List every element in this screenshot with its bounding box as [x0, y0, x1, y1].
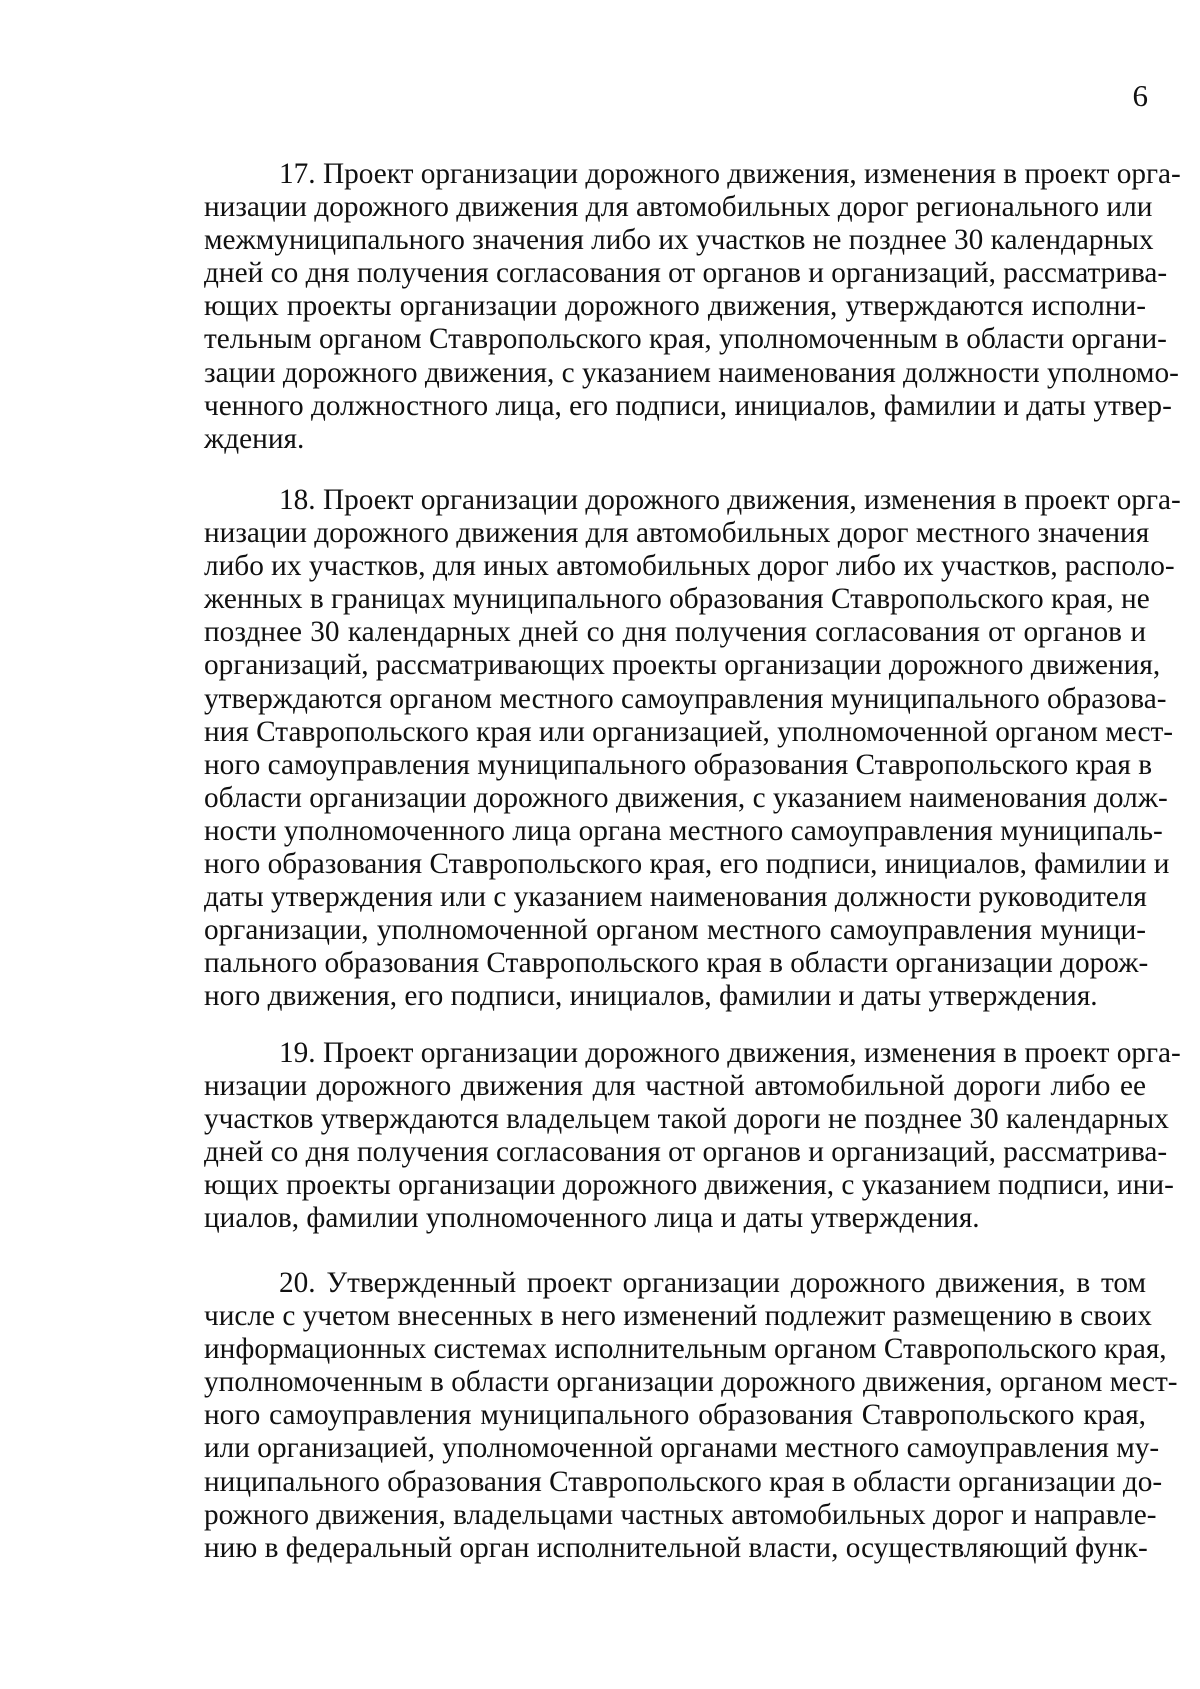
- paragraph-20: [204, 1267, 1178, 1565]
- text-line: 17. Проект организации дорожного движения, изменения в проект орга-: [279, 158, 1181, 190]
- paragraph-18: [204, 484, 1181, 1014]
- text-line: ности уполномоченного лица органа местного самоуправления муниципаль-: [204, 814, 1163, 847]
- text-line: ющих проекты организации дорожного движения, с указанием подписи, ини-: [204, 1169, 1174, 1202]
- text-line: ного самоуправления муниципального образования Ставропольского края в: [204, 748, 1153, 781]
- text-line: ниципального образования Ставропольского края в области организации до-: [204, 1465, 1163, 1498]
- text-line: позднее 30 календарных дней со дня получения согласования от органов и: [204, 616, 1146, 649]
- text-line: ченного должностного лица, его подписи, инициалов, фамилии и даты утвер-: [204, 389, 1172, 422]
- text-line: ющих проекты организации дорожного движения, утверждаются исполни-: [204, 290, 1146, 323]
- text-line: пального образования Ставропольского края в области организации дорож-: [204, 947, 1149, 980]
- text-line: дней со дня получения согласования от органов и организаций, рассматрива-: [204, 1136, 1168, 1169]
- paragraph-17: [204, 158, 1181, 456]
- text-line: низации дорожного движения для частной автомобильной дороги либо ее: [204, 1070, 1146, 1103]
- text-line: женных в границах муниципального образования Ставропольского края, не: [204, 583, 1150, 616]
- text-line: низации дорожного движения для автомобильных дорог регионального или: [204, 191, 1153, 224]
- text-line: межмуниципального значения либо их участков не позднее 30 календарных: [204, 224, 1154, 257]
- text-line: ного движения, его подписи, инициалов, фамилии и даты утверждения.: [204, 980, 1098, 1013]
- text-line: области организации дорожного движения, с указанием наименования долж-: [204, 781, 1168, 814]
- text-line: тельным органом Ставропольского края, уполномоченным в области органи-: [204, 323, 1167, 356]
- text-line: либо их участков, для иных автомобильных дорог либо их участков, располо-: [204, 550, 1175, 583]
- text-line: числе с учетом внесенных в него изменений подлежит размещению в своих: [204, 1300, 1152, 1333]
- text-line: организаций, рассматривающих проекты организации дорожного движения,: [204, 649, 1161, 682]
- text-line: утверждаются органом местного самоуправления муниципального образова-: [204, 682, 1167, 715]
- text-line: организации, уполномоченной органом местного самоуправления муници-: [204, 914, 1146, 947]
- text-line: или организацией, уполномоченной органами местного самоуправления му-: [204, 1432, 1160, 1465]
- text-line: участков утверждаются владельцем такой дороги не позднее 30 календарных: [204, 1103, 1169, 1136]
- text-line: зации дорожного движения, с указанием наименования должности уполномо-: [204, 356, 1179, 389]
- text-line: информационных системах исполнительным органом Ставропольского края,: [204, 1333, 1167, 1366]
- text-line: 19. Проект организации дорожного движения, изменения в проект орга-: [279, 1037, 1181, 1069]
- text-line: уполномоченным в области организации дорожного движения, органом мест-: [204, 1366, 1178, 1399]
- text-line: ного самоуправления муниципального образования Ставропольского края,: [204, 1399, 1146, 1432]
- text-line: ного образования Ставропольского края, его подписи, инициалов, фамилии и: [204, 848, 1170, 881]
- text-line: циалов, фамилии уполномоченного лица и даты утверждения.: [204, 1202, 980, 1235]
- text-line: ния Ставропольского края или организацией, уполномоченной органом мест-: [204, 715, 1174, 748]
- text-line: ждения.: [204, 422, 305, 455]
- text-line: 20. Утвержденный проект организации дорожного движения, в том: [279, 1267, 1146, 1299]
- text-line: низации дорожного движения для автомобильных дорог местного значения: [204, 517, 1150, 550]
- text-line: 18. Проект организации дорожного движения, изменения в проект орга-: [279, 484, 1181, 516]
- text-line: даты утверждения или с указанием наименования должности руководителя: [204, 881, 1147, 914]
- text-line: рожного движения, владельцами частных автомобильных дорог и направле-: [204, 1498, 1157, 1531]
- paragraph-19: [204, 1037, 1181, 1236]
- page-number: 6: [1132, 78, 1148, 113]
- text-line: дней со дня получения согласования от органов и организаций, рассматрива-: [204, 257, 1168, 290]
- text-line: нию в федеральный орган исполнительной власти, осуществляющий функ-: [204, 1531, 1148, 1564]
